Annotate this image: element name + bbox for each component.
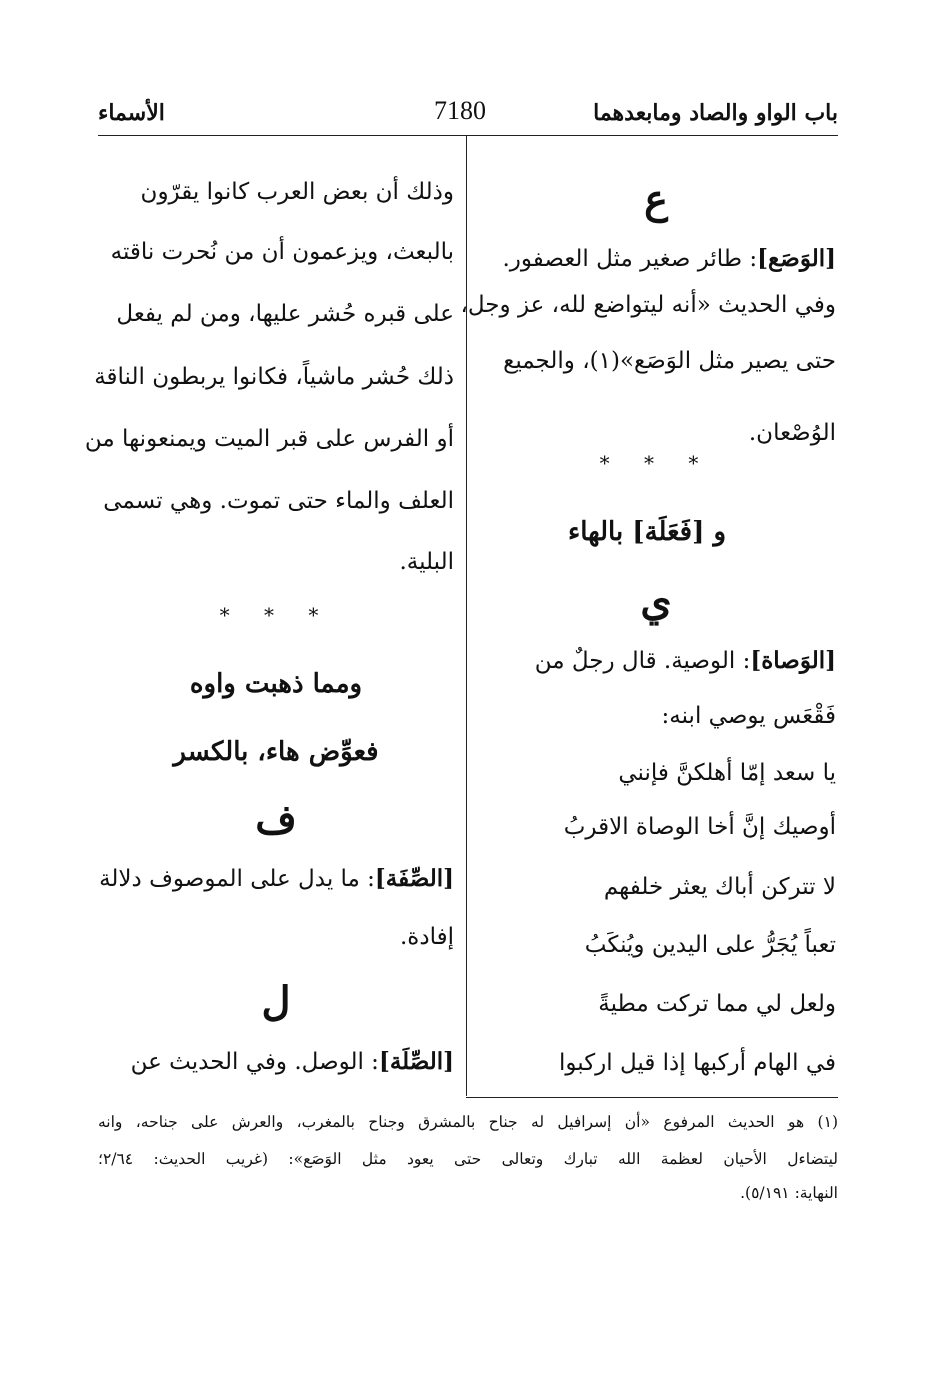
section-heading-1: ومما ذهبت واوه (189, 669, 363, 699)
footnote-line1: (١) هو الحديث المرفوع «أن إسرافيل له جناح بالمشرق وجناح بالمغرب، والعرش على جناحه، وانه (98, 1113, 838, 1131)
letter-ain-heading: ع (644, 176, 668, 223)
column-divider (466, 136, 467, 1096)
verse-line-3: لا تتركن أباك يعثر خلفهم (603, 874, 836, 900)
entry-wasa-line4: الوُصْعان. (748, 420, 836, 446)
verse-line-1: يا سعد إمّا أهلكنَّ فإنني (618, 760, 836, 786)
entry-wasat-line1 (535, 646, 836, 676)
section-heading-2: فعوِّض هاء، بالكسر (173, 737, 379, 767)
verse-line-2: أوصيك إنَّ أخا الوصاة الاقربُ (563, 814, 836, 840)
entry-wasat-line2: فَقْعَس يوصي ابنه: (661, 703, 836, 729)
footnote-line3: النهاية: ٥/١٩١). (740, 1184, 838, 1202)
letter-ya-heading: ي (640, 578, 672, 625)
letter-fa-heading: ف (255, 796, 297, 843)
entry-text: : ما يدل على الموصوف دلالة (99, 866, 375, 892)
verse-line-5: ولعل لي مما تركت مطيةً (598, 991, 836, 1017)
footnote-line2: ليتضاءل الأحيان لعظمة الله تبارك وتعالى حتى يعود مثل الوَصَع»: (غريب الحديث: ٢/٦٤؛ (98, 1150, 838, 1168)
entry-term: [الصِّلَة] (378, 1048, 454, 1075)
left-text-line6: العلف والماء حتى تموت. وهي تسمى (103, 488, 454, 514)
left-text-line1: وذلك أن بعض العرب كانوا يقرّون (140, 179, 454, 205)
entry-sifa-line2: إفادة. (400, 924, 454, 950)
entry-text: : الوصل. وفي الحديث عن (130, 1049, 379, 1075)
section-title: الأسماء (98, 100, 165, 126)
separator-stars: * * * (219, 603, 333, 627)
footnote-rule (466, 1097, 838, 1098)
entry-text: : طائر صغير مثل العصفور. (502, 246, 758, 272)
entry-wasa-line1 (502, 244, 836, 274)
page-number: 7180 (434, 96, 486, 125)
verse-line-4: تعباً يُجَرُّ على اليدين ويُنكَبُ (584, 932, 836, 958)
pattern-heading: و [فَعَلَة] بالهاء (568, 517, 726, 547)
letter-lam-heading: ل (261, 978, 291, 1025)
separator-stars: * * * (599, 451, 713, 475)
entry-term: [الوَصَع] (757, 245, 836, 272)
entry-term: [الصِّفَة] (374, 865, 454, 892)
entry-term: [الوَصاة] (750, 647, 836, 674)
left-text-line4: ذلك حُشر ماشياً، فكانوا يربطون الناقة (94, 364, 454, 390)
page-header (98, 96, 838, 136)
entry-wasa-line3: حتى يصير مثل الوَصَع»(١)، والجميع (503, 348, 836, 374)
header-rule (98, 135, 838, 136)
chapter-title: باب الواو والصاد ومابعدهما (593, 100, 838, 126)
left-text-line3: على قبره حُشر عليها، ومن لم يفعل (116, 301, 454, 327)
entry-sifa-line1 (99, 864, 454, 894)
left-text-line7: البلية. (399, 549, 454, 575)
left-text-line5: أو الفرس على قبر الميت ويمنعونها من (84, 426, 454, 452)
entry-wasa-line2: وفي الحديث «أنه ليتواضع لله، عز وجل، (460, 292, 836, 318)
verse-line-6: في الهام أركبها إذا قيل اركبوا (559, 1050, 836, 1076)
entry-text: : الوصية. قال رجلٌ من (534, 648, 751, 674)
entry-sila-line1 (131, 1047, 454, 1077)
left-text-line2: بالبعث، ويزعمون أن من نُحرت ناقته (110, 239, 454, 265)
